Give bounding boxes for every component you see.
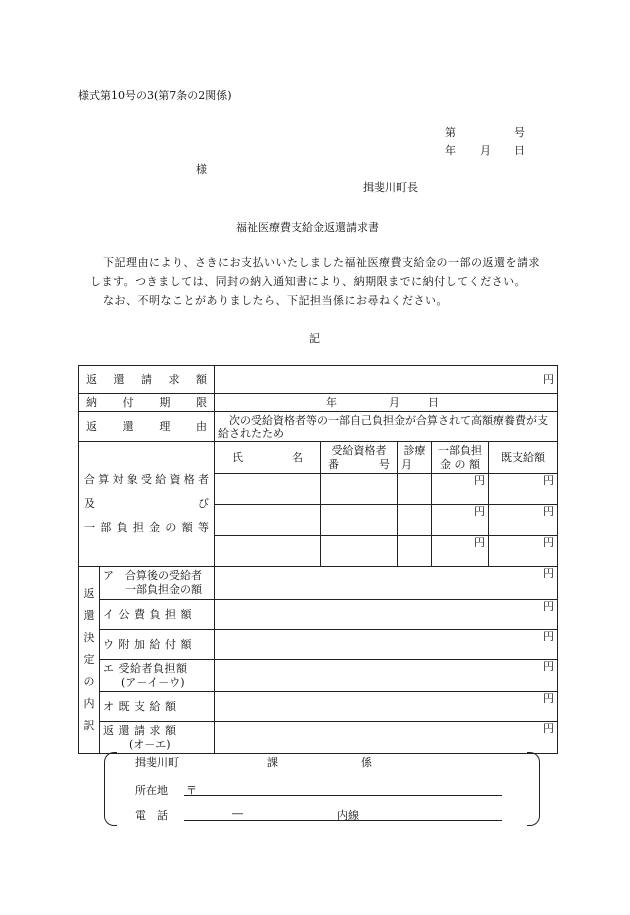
date-month: 月 bbox=[480, 144, 491, 157]
name-cell[interactable] bbox=[215, 536, 321, 567]
breakdown-row-a bbox=[79, 567, 558, 600]
breakdown-side-label: 返 還 決 定 の 内 訳 bbox=[79, 567, 100, 754]
claim-amount-row bbox=[79, 366, 558, 394]
left-bracket bbox=[104, 752, 117, 826]
due-date-label: 納 付 期 限 bbox=[79, 394, 215, 412]
breakdown-label-a: ア 合算後の受給者 一部負担金の額 bbox=[100, 567, 215, 600]
body-line-1: 下記理由により、さきにお支払いいたしました福祉医療費支給金の一部の返還を請求 bbox=[103, 256, 540, 269]
breakdown-field-o[interactable]: 円 bbox=[215, 692, 558, 722]
contact-box bbox=[104, 752, 540, 824]
number-cell[interactable] bbox=[321, 505, 398, 536]
address-field[interactable] bbox=[184, 795, 502, 796]
sender: 揖斐川町長 bbox=[363, 181, 418, 194]
reason-label: 返 還 理 由 bbox=[79, 412, 215, 442]
body-line-3: なお、不明なことがありましたら、下記担当係にお尋ねください。 bbox=[103, 294, 448, 307]
phone-dash: ― bbox=[232, 807, 243, 820]
phone-field[interactable] bbox=[184, 820, 502, 821]
col-name-header: 氏 名 bbox=[215, 442, 321, 474]
combined-label: 合 算 対 象 受 給 資 格 者 及 び 一 部 負 担 金 の 額 等 bbox=[79, 442, 215, 567]
breakdown-field-u[interactable]: 円 bbox=[215, 630, 558, 660]
due-date-row bbox=[79, 394, 558, 412]
claim-amount-label: 返 還 請 求 額 bbox=[79, 366, 215, 394]
reason-text: 次の受給資格者等の一部自己負担金が合算されて高額療養費が支給されたため bbox=[215, 412, 558, 442]
phone-label: 電 話 bbox=[135, 809, 168, 822]
date-year: 年 bbox=[445, 144, 456, 157]
form-id: 様式第10号の3(第7条の2関係) bbox=[78, 89, 232, 102]
breakdown-label-total: 返 還 請 求 額 (オ－エ) bbox=[100, 722, 215, 754]
number-cell[interactable] bbox=[321, 474, 398, 505]
partial-cell[interactable]: 円 bbox=[432, 536, 489, 567]
breakdown-label-i: イ 公 費 負 担 額 bbox=[100, 600, 215, 630]
postal-mark: 〒 bbox=[186, 784, 197, 797]
reason-row bbox=[79, 412, 558, 442]
partial-cell[interactable]: 円 bbox=[432, 505, 489, 536]
ki-label: 記 bbox=[309, 332, 320, 345]
refund-table bbox=[78, 365, 558, 754]
col-month-header: 診療 月 bbox=[398, 442, 432, 474]
document-title: 福祉医療費支給金返還請求書 bbox=[236, 221, 379, 234]
number-prefix: 第 bbox=[445, 126, 456, 139]
number-cell[interactable] bbox=[321, 536, 398, 567]
breakdown-label-e: エ 受給者負担額 (ア－イ－ウ) bbox=[100, 660, 215, 692]
month-cell[interactable] bbox=[398, 505, 432, 536]
number-suffix: 号 bbox=[514, 126, 525, 139]
contact-ka: 課 bbox=[267, 756, 278, 769]
paid-cell[interactable]: 円 bbox=[489, 505, 558, 536]
paid-cell[interactable]: 円 bbox=[489, 474, 558, 505]
breakdown-field-e[interactable]: 円 bbox=[215, 660, 558, 692]
month-cell[interactable] bbox=[398, 474, 432, 505]
breakdown-row-e bbox=[79, 660, 558, 692]
due-date-field[interactable]: 年 月 日 bbox=[215, 394, 558, 412]
breakdown-field-a[interactable]: 円 bbox=[215, 567, 558, 600]
right-bracket bbox=[527, 752, 540, 826]
breakdown-row-total bbox=[79, 722, 558, 754]
col-partial-header: 一部負担 金 の 額 bbox=[432, 442, 489, 474]
month-cell[interactable] bbox=[398, 536, 432, 567]
contact-kakari: 係 bbox=[361, 756, 372, 769]
breakdown-row-u bbox=[79, 630, 558, 660]
breakdown-field-total[interactable]: 円 bbox=[215, 722, 558, 754]
breakdown-label-u: ウ 附 加 給 付 額 bbox=[100, 630, 215, 660]
contact-town: 揖斐川町 bbox=[135, 756, 179, 769]
combined-header-row bbox=[79, 442, 558, 474]
col-paid-header: 既支給額 bbox=[489, 442, 558, 474]
body-line-2: します。つきましては、同封の納入通知書により、納期限までに納付してください。 bbox=[90, 275, 527, 288]
address-label: 所在地 bbox=[135, 784, 168, 797]
extension-label: 内線 bbox=[337, 809, 359, 822]
date-day: 日 bbox=[514, 144, 525, 157]
paid-cell[interactable]: 円 bbox=[489, 536, 558, 567]
name-cell[interactable] bbox=[215, 474, 321, 505]
partial-cell[interactable]: 円 bbox=[432, 474, 489, 505]
addressee-suffix: 様 bbox=[196, 163, 207, 176]
breakdown-row-o bbox=[79, 692, 558, 722]
claim-amount-field[interactable]: 円 bbox=[215, 366, 558, 394]
breakdown-label-o: オ 既 支 給 額 bbox=[100, 692, 215, 722]
name-cell[interactable] bbox=[215, 505, 321, 536]
breakdown-field-i[interactable]: 円 bbox=[215, 600, 558, 630]
breakdown-row-i bbox=[79, 600, 558, 630]
col-number-header: 受給資格者 番 号 bbox=[321, 442, 398, 474]
